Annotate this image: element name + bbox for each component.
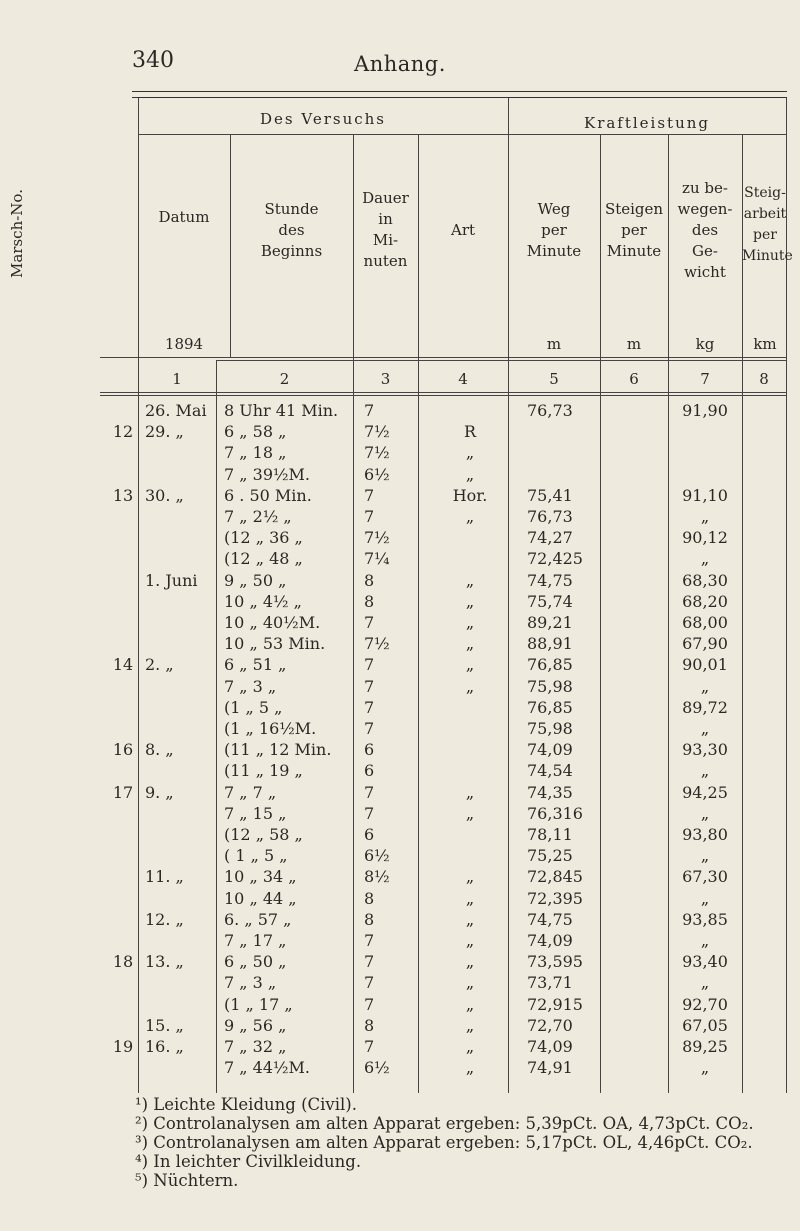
table-cell: (12 „ 48 „	[224, 549, 303, 568]
header-rule	[100, 357, 786, 358]
table-cell: 13	[112, 486, 134, 505]
header-weg-unit: m	[546, 335, 562, 353]
table-cell: 7	[364, 486, 375, 505]
table-cell: 8 Uhr 41 Min.	[224, 401, 339, 420]
table-cell: 74,54	[527, 761, 573, 780]
col-divider	[353, 135, 354, 1093]
table-cell: 89,72	[682, 698, 728, 717]
table-cell: 72,395	[527, 889, 583, 908]
table-cell: Hor.	[452, 486, 488, 505]
table-cell: 92,70	[682, 995, 728, 1014]
table-cell: 76,85	[527, 698, 573, 717]
table-cell: 74,09	[527, 1037, 573, 1056]
table-cell: 74,75	[527, 910, 573, 929]
table-cell: 6½	[364, 465, 390, 484]
table-cell: (1 „ 17 „	[224, 995, 293, 1014]
table-cell: 75,74	[527, 592, 573, 611]
table-cell: 6 „ 50 „	[224, 952, 287, 971]
table-cell: 68,20	[682, 592, 728, 611]
table-cell: 7 „ 3 „	[224, 973, 277, 992]
column-number: 5	[549, 370, 559, 388]
table-cell: „	[465, 443, 475, 462]
table-cell: 8	[364, 592, 375, 611]
table-cell: 75,98	[527, 677, 573, 696]
table-cell: 12. „	[145, 910, 184, 929]
table-cell: „	[700, 889, 710, 908]
table-cell: 7	[364, 719, 375, 738]
table-cell: 91,90	[682, 401, 728, 420]
table-cell: 2. „	[145, 655, 174, 674]
table-cell: 7 „ 44½M.	[224, 1058, 310, 1077]
table-cell: „	[700, 719, 710, 738]
table-cell: „	[700, 973, 710, 992]
table-cell: 7	[364, 613, 375, 632]
table-cell: 72,845	[527, 867, 583, 886]
table-cell: „	[700, 1058, 710, 1077]
table-cell: 7 „ 32 „	[224, 1037, 287, 1056]
table-cell: 93,40	[682, 952, 728, 971]
table-cell: „	[700, 804, 710, 823]
table-cell: „	[465, 931, 475, 950]
footnote: ¹) Leichte Kleidung (Civil).	[135, 1095, 357, 1114]
colno-rule	[100, 395, 786, 396]
column-number: 7	[700, 370, 710, 388]
footnote: ²) Controlanalysen am alten Apparat ergeben: 5,39pCt. OA, 4,73pCt. CO₂.	[135, 1114, 754, 1133]
table-cell: R	[463, 422, 477, 441]
table-cell: „	[465, 1058, 475, 1077]
table-cell: 9. „	[145, 783, 174, 802]
col-divider	[600, 135, 601, 1093]
table-cell: (12 „ 36 „	[224, 528, 303, 547]
table-cell: 75,41	[527, 486, 573, 505]
table-cell: 7	[364, 677, 375, 696]
running-title: Anhang.	[354, 52, 446, 76]
table-cell: 74,27	[527, 528, 573, 547]
table-cell: 7 „ 17 „	[224, 931, 287, 950]
table-cell: 6 „ 51 „	[224, 655, 287, 674]
header-steigen-unit: m	[626, 335, 642, 353]
table-cell: 7	[364, 698, 375, 717]
header-steig-unit: km	[753, 335, 777, 353]
table-cell: 8	[364, 889, 375, 908]
table-cell: (11 „ 19 „	[224, 761, 303, 780]
table-cell: 30. „	[145, 486, 184, 505]
table-cell: 7 „ 7 „	[224, 783, 277, 802]
table-cell: 7	[364, 995, 375, 1014]
column-number: 8	[759, 370, 769, 388]
table-cell: „	[700, 677, 710, 696]
table-cell: 10 „ 4½ „	[224, 592, 302, 611]
group-header-versuch: Des Versuchs	[260, 110, 386, 128]
table-cell: 93,80	[682, 825, 728, 844]
table-cell: 68,00	[682, 613, 728, 632]
table-cell: 67,05	[682, 1016, 728, 1035]
table-cell: 16. „	[145, 1037, 184, 1056]
table-cell: 7½	[364, 634, 390, 653]
table-cell: 10 „ 40½M.	[224, 613, 321, 632]
table-cell: 6	[364, 761, 375, 780]
table-cell: „	[465, 571, 475, 590]
table-cell: 76,73	[527, 507, 573, 526]
table-cell: „	[465, 952, 475, 971]
table-cell: 89,21	[527, 613, 573, 632]
table-cell: 94,25	[682, 783, 728, 802]
table-cell: 7	[364, 401, 375, 420]
table-cell: „	[700, 931, 710, 950]
group-header-kraft: Kraftleistung	[583, 114, 711, 132]
table-cell: 73,71	[527, 973, 573, 992]
table-cell: 12	[112, 422, 134, 441]
table-cell: 8. „	[145, 740, 174, 759]
table-cell: 7½	[364, 528, 390, 547]
table-cell: 7 „ 39½M.	[224, 465, 310, 484]
column-number: 3	[380, 370, 391, 388]
header-stunde: Stunde des Beginns	[260, 200, 323, 260]
table-cell: „	[465, 910, 475, 929]
column-number: 6	[629, 370, 639, 388]
table-cell: (11 „ 12 Min.	[224, 740, 332, 759]
header-weg: Weg per Minute	[526, 200, 582, 260]
table-cell: 7	[364, 783, 375, 802]
table-cell: 10 „ 44 „	[224, 889, 297, 908]
table-cell: 6	[364, 740, 375, 759]
table-cell: 8	[364, 571, 375, 590]
table-cell: 9 „ 50 „	[224, 571, 287, 590]
table-cell: 72,425	[527, 549, 583, 568]
table-cell: 7	[364, 1037, 375, 1056]
table-cell: 11. „	[145, 867, 184, 886]
table-cell: „	[465, 507, 475, 526]
table-cell: 75,98	[527, 719, 573, 738]
table-cell: „	[465, 995, 475, 1014]
table-cell: 8	[364, 1016, 375, 1035]
table-cell: 78,11	[527, 825, 573, 844]
table-cell: 74,09	[527, 931, 573, 950]
table-cell: 18	[112, 952, 134, 971]
table-cell: 15. „	[145, 1016, 184, 1035]
table-cell: 93,85	[682, 910, 728, 929]
table-cell: 7 „ 3 „	[224, 677, 277, 696]
table-cell: „	[465, 889, 475, 908]
table-cell: 26. Mai	[145, 401, 207, 420]
table-cell: 73,595	[527, 952, 583, 971]
header-zu-unit: kg	[695, 335, 715, 353]
table-cell: 10 „ 53 Min.	[224, 634, 326, 653]
table-cell: 74,75	[527, 571, 573, 590]
table-cell: (1 „ 16½M.	[224, 719, 317, 738]
table-cell: 29. „	[145, 422, 184, 441]
table-cell: 6. „ 57 „	[224, 910, 292, 929]
table-cell: 7 „ 18 „	[224, 443, 287, 462]
table-cell: 10 „ 34 „	[224, 867, 297, 886]
table-cell: 76,85	[527, 655, 573, 674]
column-number: 2	[279, 370, 290, 388]
table-cell: 90,12	[682, 528, 728, 547]
table-cell: „	[465, 655, 475, 674]
table-cell: 91,10	[682, 486, 728, 505]
table-cell: 72,70	[527, 1016, 573, 1035]
table-cell: „	[465, 613, 475, 632]
table-cell: 89,25	[682, 1037, 728, 1056]
col-divider	[418, 135, 419, 1093]
header-rule	[216, 360, 786, 361]
table-cell: 93,30	[682, 740, 728, 759]
table-cell: 67,90	[682, 634, 728, 653]
table-cell: „	[700, 507, 710, 526]
table-cell: „	[465, 677, 475, 696]
table-cell: „	[465, 1037, 475, 1056]
table-cell: 7 „ 15 „	[224, 804, 287, 823]
table-cell: 7	[364, 804, 375, 823]
table-cell: „	[465, 783, 475, 802]
table-cell: 68,30	[682, 571, 728, 590]
table-cell: „	[465, 973, 475, 992]
footnote: ⁴) In leichter Civilkleidung.	[135, 1152, 362, 1171]
table-cell: 8½	[364, 867, 390, 886]
table-cell: „	[700, 846, 710, 865]
column-number: 4	[458, 370, 468, 388]
table-cell: 13. „	[145, 952, 184, 971]
top-rule-inner	[132, 97, 787, 98]
table-cell: 6	[364, 825, 375, 844]
table-cell: 7¼	[364, 549, 390, 568]
table-cell: „	[465, 634, 475, 653]
table-cell: 74,91	[527, 1058, 573, 1077]
table-cell: 7	[364, 931, 375, 950]
header-marsch-no: Marsch-No.	[8, 189, 26, 278]
header-dauer: Dauer in Mi- nuten	[362, 189, 409, 270]
table-cell: 6½	[364, 846, 390, 865]
header-steigen: Steigen per Minute	[604, 200, 664, 260]
table-cell: „	[465, 592, 475, 611]
table-cell: 14	[112, 655, 134, 674]
table-cell: „	[465, 1016, 475, 1035]
col-divider	[216, 360, 217, 1093]
header-steigarbeit: Steig- arbeit per Minute	[742, 185, 793, 264]
table-cell: 7½	[364, 422, 390, 441]
table-cell: 74,35	[527, 783, 573, 802]
table-cell: 9 „ 56 „	[224, 1016, 287, 1035]
column-number: 1	[172, 370, 182, 388]
header-art: Art	[450, 221, 476, 239]
table-cell: (12 „ 58 „	[224, 825, 303, 844]
table-cell: 76,316	[527, 804, 583, 823]
table-cell: 17	[112, 783, 134, 802]
top-rule	[132, 91, 787, 92]
table-cell: 7	[364, 655, 375, 674]
table-cell: 7 „ 2½ „	[224, 507, 292, 526]
table-cell: 88,91	[527, 634, 573, 653]
table-cell: (1 „ 5 „	[224, 698, 283, 717]
table-cell: 16	[112, 740, 134, 759]
col-divider	[138, 98, 139, 1093]
table-cell: 74,09	[527, 740, 573, 759]
table-cell: ( 1 „ 5 „	[224, 846, 288, 865]
table-cell: 7	[364, 507, 375, 526]
table-cell: 19	[112, 1037, 134, 1056]
header-datum-year: 1894	[164, 335, 204, 353]
footnote: ⁵) Nüchtern.	[135, 1171, 239, 1190]
page-number: 340	[132, 48, 174, 73]
table-cell: 7	[364, 973, 375, 992]
table-cell: 6 „ 58 „	[224, 422, 287, 441]
table-cell: 1. Juni	[145, 571, 198, 590]
table-cell: 75,25	[527, 846, 573, 865]
header-zu-bewegendes: zu be- wegen- des Ge- wicht	[677, 179, 733, 281]
table-cell: „	[465, 465, 475, 484]
table-cell: 7½	[364, 443, 390, 462]
table-cell: „	[465, 804, 475, 823]
table-cell: 76,73	[527, 401, 573, 420]
table-cell: 6½	[364, 1058, 390, 1077]
table-cell: 90,01	[682, 655, 728, 674]
colno-rule	[100, 392, 786, 393]
table-cell: 67,30	[682, 867, 728, 886]
table-cell: 72,915	[527, 995, 583, 1014]
table-cell: 7	[364, 952, 375, 971]
table-cell: 8	[364, 910, 375, 929]
table-cell: „	[465, 867, 475, 886]
page-header	[0, 48, 800, 78]
table-cell: „	[700, 549, 710, 568]
footnote: ³) Controlanalysen am alten Apparat ergeben: 5,17pCt. OL, 4,46pCt. CO₂.	[135, 1133, 753, 1152]
table-cell: „	[700, 761, 710, 780]
group-rule	[138, 134, 786, 135]
table-cell: 6 . 50 Min.	[224, 486, 312, 505]
header-datum: Datum	[158, 208, 210, 226]
